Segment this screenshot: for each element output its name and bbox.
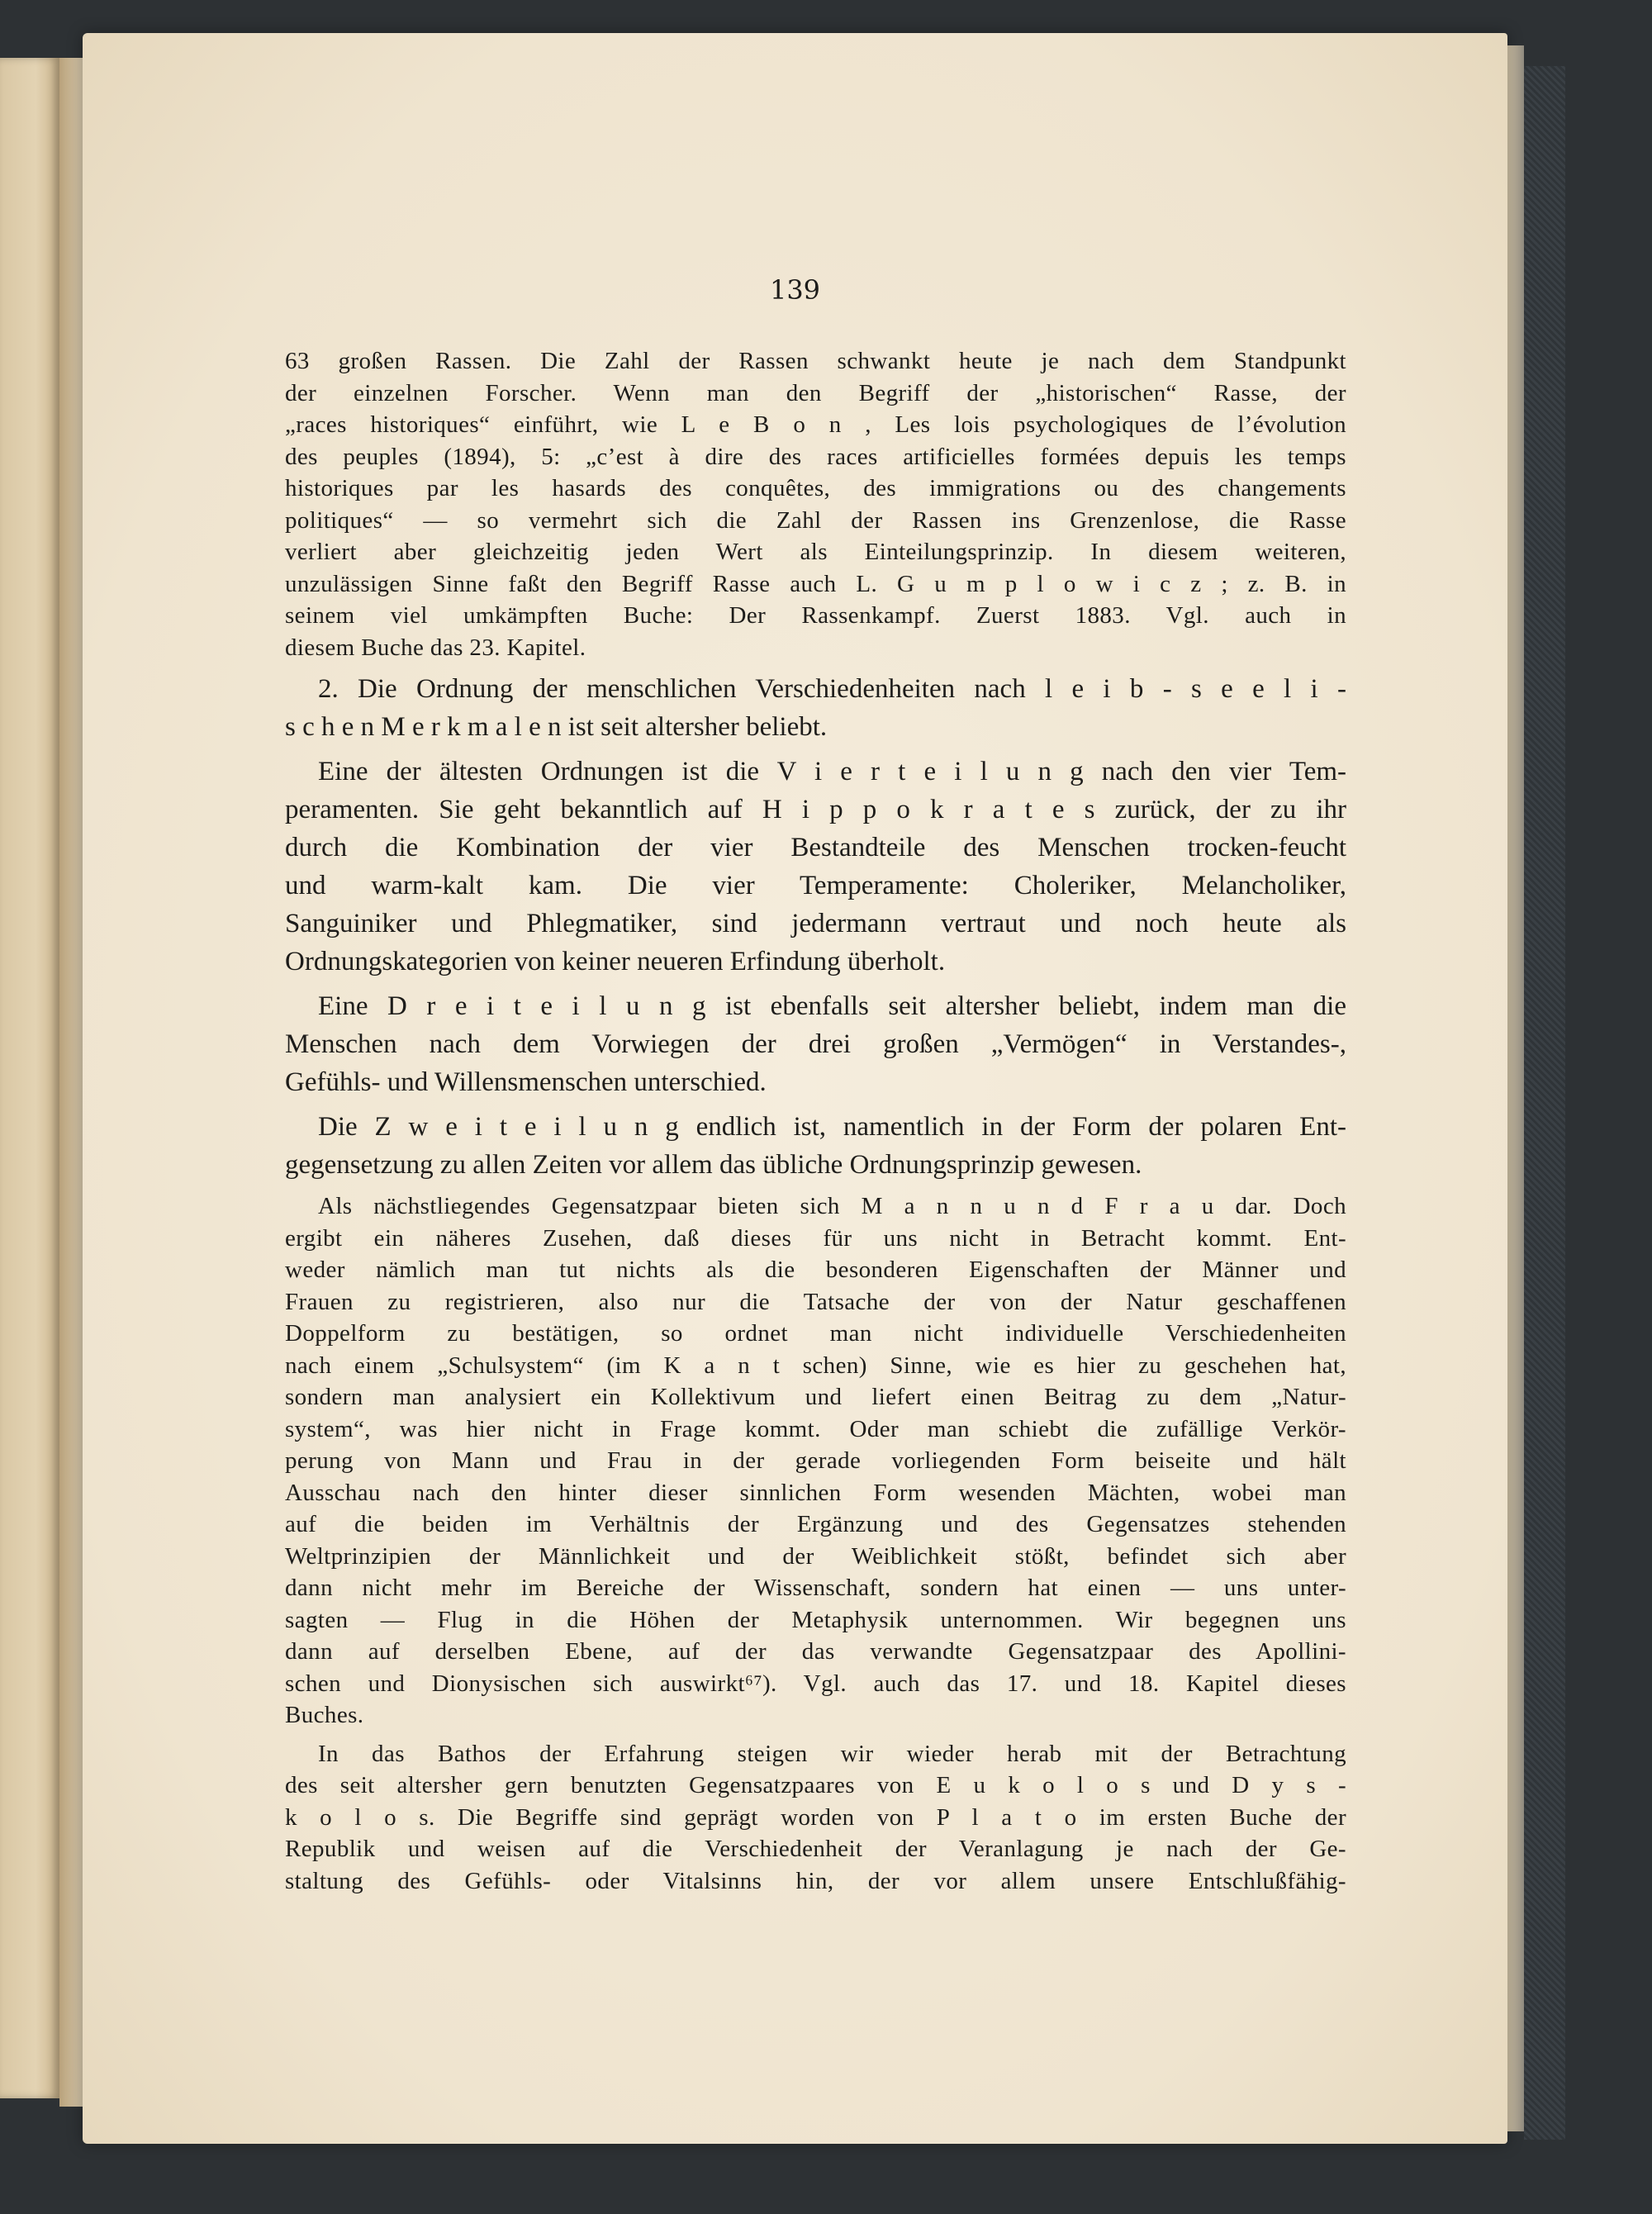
text-line: system“, was hier nicht in Frage kommt. Oder man schiebt die zufällige Verkör- <box>285 1415 1346 1442</box>
text-line: dann nicht mehr im Bereiche der Wissenschaft, sondern hat einen — uns unter- <box>285 1575 1346 1601</box>
paragraph-gap <box>285 1101 1346 1108</box>
text-line: und warm-kalt kam. Die vier Temperamente: Choleriker, Melancholiker, <box>285 871 1346 900</box>
paragraph-gap <box>285 1184 1346 1190</box>
text-line: perung von Mann und Frau in der gerade vorliegenden Form beiseite und hält <box>285 1447 1346 1474</box>
text-line: historiques par les hasards des conquêtes, des immigrations ou des changements <box>285 475 1346 501</box>
paragraph <box>285 753 1346 981</box>
paragraph-gap <box>285 1732 1346 1738</box>
text-line: schen und Dionysischen sich auswirkt⁶⁷). Vgl. auch das 17. und 18. Kapitel dieses <box>285 1670 1346 1697</box>
text-line: dann auf derselben Ebene, auf der das verwandte Gegensatzpaar des Apollini- <box>285 1638 1346 1665</box>
text-line: des seit altersher gern benutzten Gegensatzpaares von E u k o l o s und D y s - <box>285 1772 1346 1798</box>
text-line: sondern man analysiert ein Kollektivum und liefert einen Beitrag zu dem „Natur- <box>285 1384 1346 1410</box>
page-number: 139 <box>769 274 821 306</box>
book-page <box>83 33 1507 2144</box>
text-line: 2. Die Ordnung der menschlichen Verschiedenheiten nach l e i b - s e e l i - <box>318 674 1346 704</box>
text-line: Gefühls- und Willensmenschen unterschied. <box>285 1067 767 1097</box>
text-line: seinem viel umkämpften Buche: Der Rassenkampf. Zuerst 1883. Vgl. auch in <box>285 602 1346 629</box>
text-line: peramenten. Sie geht bekanntlich auf H i p p o k r a t e s zurück, der zu ihr <box>285 795 1346 824</box>
text-line: diesem Buche das 23. Kapitel. <box>285 634 586 661</box>
paragraph <box>285 1108 1346 1184</box>
text-line: weder nämlich man tut nichts als die besonderen Eigenschaften der Männer und <box>285 1257 1346 1283</box>
paragraph-gap <box>285 663 1346 670</box>
text-line: Eine der ältesten Ordnungen ist die V i e r t e i l u n g nach den vier Tem- <box>318 757 1346 786</box>
text-line: 63 großen Rassen. Die Zahl der Rassen schwankt heute je nach dem Standpunkt <box>285 348 1346 374</box>
text-line: durch die Kombination der vier Bestandteile des Menschen trocken-feucht <box>285 833 1346 862</box>
text-line: staltung des Gefühls- oder Vitalsinns hin, der vor allem unsere Entschlußfähig- <box>285 1867 1346 1894</box>
text-line: sagten — Flug in die Höhen der Metaphysik unternommen. Wir begegnen uns <box>285 1606 1346 1633</box>
text-line: Die Z w e i t e i l u n g endlich ist, namentlich in der Form der polaren Ent- <box>318 1112 1346 1142</box>
text-line: k o l o s. Die Begriffe sind geprägt worden von P l a t o im ersten Buche der <box>285 1803 1346 1831</box>
text-line: Republik und weisen auf die Verschiedenheit der Veranlagung je nach der Ge- <box>285 1836 1346 1862</box>
text-line: unzulässigen Sinne faßt den Begriff Rasse auch L. G u m p l o w i c z ; z. B. in <box>285 570 1346 597</box>
text-line: auf die beiden im Verhältnis der Ergänzung und des Gegensatzes stehenden <box>285 1511 1346 1537</box>
left-page-edge <box>0 58 59 2098</box>
text-line: Sanguiniker und Phlegmatiker, sind jedermann vertraut und noch heute als <box>285 909 1346 938</box>
text-line: Buches. <box>285 1702 364 1728</box>
paragraph-gap <box>285 981 1346 987</box>
text-line: des peuples (1894), 5: „c’est à dire des races artificielles formées depuis les temps <box>285 443 1346 470</box>
text-line: Menschen nach dem Vorwiegen der drei großen „Vermögen“ in Verstandes-, <box>285 1029 1346 1059</box>
text-line: verliert aber gleichzeitig jeden Wert als Einteilungsprinzip. In diesem weiteren, <box>285 539 1346 565</box>
text-line: Weltprinzipien der Männlichkeit und der Weiblichkeit stößt, befindet sich aber <box>285 1542 1346 1570</box>
text-line: nach einem „Schulsystem“ (im K a n t schen) Sinne, wie es hier zu geschehen hat, <box>285 1352 1346 1379</box>
text-line: Ausschau nach den hinter dieser sinnlichen Form wesenden Mächten, wobei man <box>285 1479 1346 1506</box>
text-line: In das Bathos der Erfahrung steigen wir wieder herab mit der Betrachtung <box>318 1740 1346 1767</box>
paragraph <box>285 1738 1346 1898</box>
page-stack-edge <box>1507 45 1524 2131</box>
book-cover <box>1524 66 1565 2140</box>
text-line: Doppelform zu bestätigen, so ordnet man nicht individuelle Verschiedenheiten <box>285 1320 1346 1347</box>
paragraph <box>285 345 1346 663</box>
paragraph <box>285 670 1346 746</box>
text-line: Eine D r e i t e i l u n g ist ebenfalls seit altersher beliebt, indem man die <box>318 991 1346 1021</box>
text-line: Ordnungskategorien von keiner neueren Erfindung überholt. <box>285 947 946 976</box>
paragraph-gap <box>285 746 1346 753</box>
text-line: gegensetzung zu allen Zeiten vor allem das übliche Ordnungsprinzip gewesen. <box>285 1150 1142 1180</box>
text-line: ergibt ein näheres Zusehen, daß dieses für uns nicht in Betracht kommt. Ent- <box>285 1224 1346 1252</box>
paragraph <box>285 1190 1346 1732</box>
text-line: Als nächstliegendes Gegensatzpaar bieten sich M a n n u n d F r a u dar. Doch <box>318 1193 1346 1219</box>
text-line: „races historiques“ einführt, wie L e B o n , Les lois psychologiques de l’évolution <box>285 411 1346 438</box>
text-line: politiques“ — so vermehrt sich die Zahl der Rassen ins Grenzenlose, die Rasse <box>285 506 1346 534</box>
text-line: der einzelnen Forscher. Wenn man den Begriff der „historischen“ Rasse, der <box>285 379 1346 406</box>
paragraph <box>285 987 1346 1101</box>
text-line: s c h e n M e r k m a l e n ist seit altersher beliebt. <box>285 712 828 742</box>
text-line: Frauen zu registrieren, also nur die Tatsache der von der Natur geschaffenen <box>285 1288 1346 1315</box>
body-text <box>285 345 1346 1897</box>
